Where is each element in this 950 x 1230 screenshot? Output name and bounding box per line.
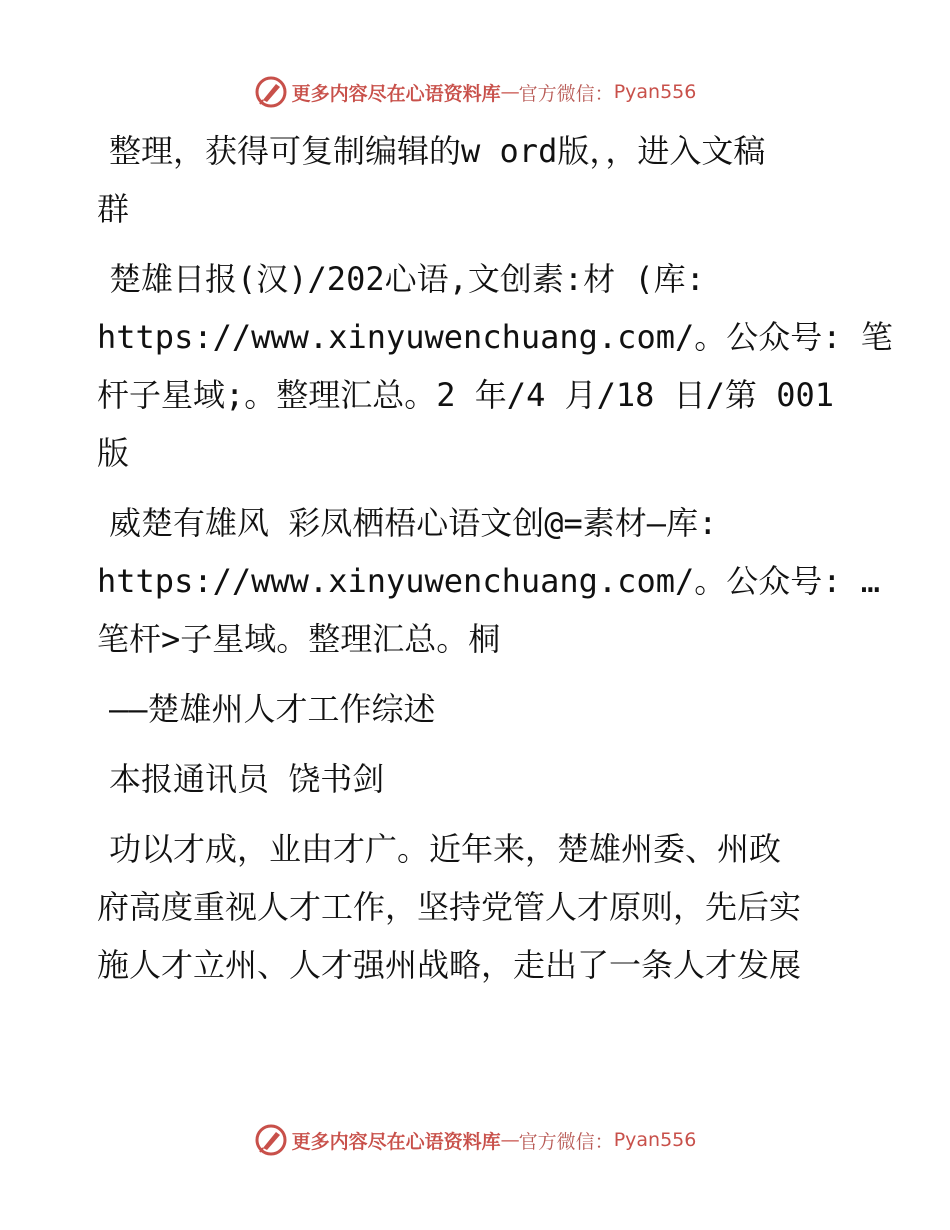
text-line: 功以才成，业由才广。近年来，楚雄州委、州政 [109, 830, 782, 868]
banner-brand-text: 更多内容尽在心语资料库 [291, 1130, 501, 1153]
text-line: 版 [97, 434, 130, 472]
text-line: https://www.xinyuwenchuang.com/。公众号: … [97, 562, 881, 600]
banner-dash: — [500, 81, 519, 103]
text-line: 笔杆>子星域。整理汇总。桐 [97, 620, 501, 658]
text-line: 杆子星域;。整理汇总。2 年/4 月/18 日/第 001 [97, 376, 834, 414]
quill-logo-icon [254, 75, 288, 109]
text-line: 施人才立州、人才强州战略，走出了一条人才发展 [97, 946, 802, 984]
subtitle [97, 680, 857, 738]
byline-text: 本报通讯员 饶书剑 [109, 760, 385, 798]
paragraph-intro [97, 122, 857, 238]
byline [97, 750, 857, 808]
text-line: 群 [97, 190, 130, 228]
text-line: 楚雄日报(汉)/202心语,文创素:材 (库: [109, 260, 705, 298]
quill-logo-icon [254, 1123, 288, 1157]
text-line: 府高度重视人才工作，坚持党管人才原则，先后实 [97, 888, 802, 926]
banner-official-label: 官方微信： [518, 1130, 614, 1153]
banner-dash: — [500, 1129, 519, 1151]
banner-official-label: 官方微信： [518, 82, 614, 105]
banner-brand-text: 更多内容尽在心语资料库 [291, 82, 501, 105]
paragraph-source [97, 250, 893, 482]
text-line: https://www.xinyuwenchuang.com/。公众号: 笔 [97, 318, 893, 356]
banner-wechat-id: Pyan556 [613, 1129, 697, 1151]
document-body [97, 122, 893, 1006]
text-line: 整理，获得可复制编辑的w ord版，，进入文稿 [109, 132, 766, 170]
paragraph-title [97, 494, 881, 668]
header-watermark-banner [0, 72, 950, 112]
subtitle-text: ——楚雄州人才工作综述 [109, 690, 436, 728]
banner-wechat-id: Pyan556 [613, 81, 697, 103]
text-line: 威楚有雄风 彩凤栖梧心语文创@=素材—库: [109, 504, 718, 542]
footer-watermark-banner [0, 1120, 950, 1160]
paragraph-body [97, 820, 857, 994]
